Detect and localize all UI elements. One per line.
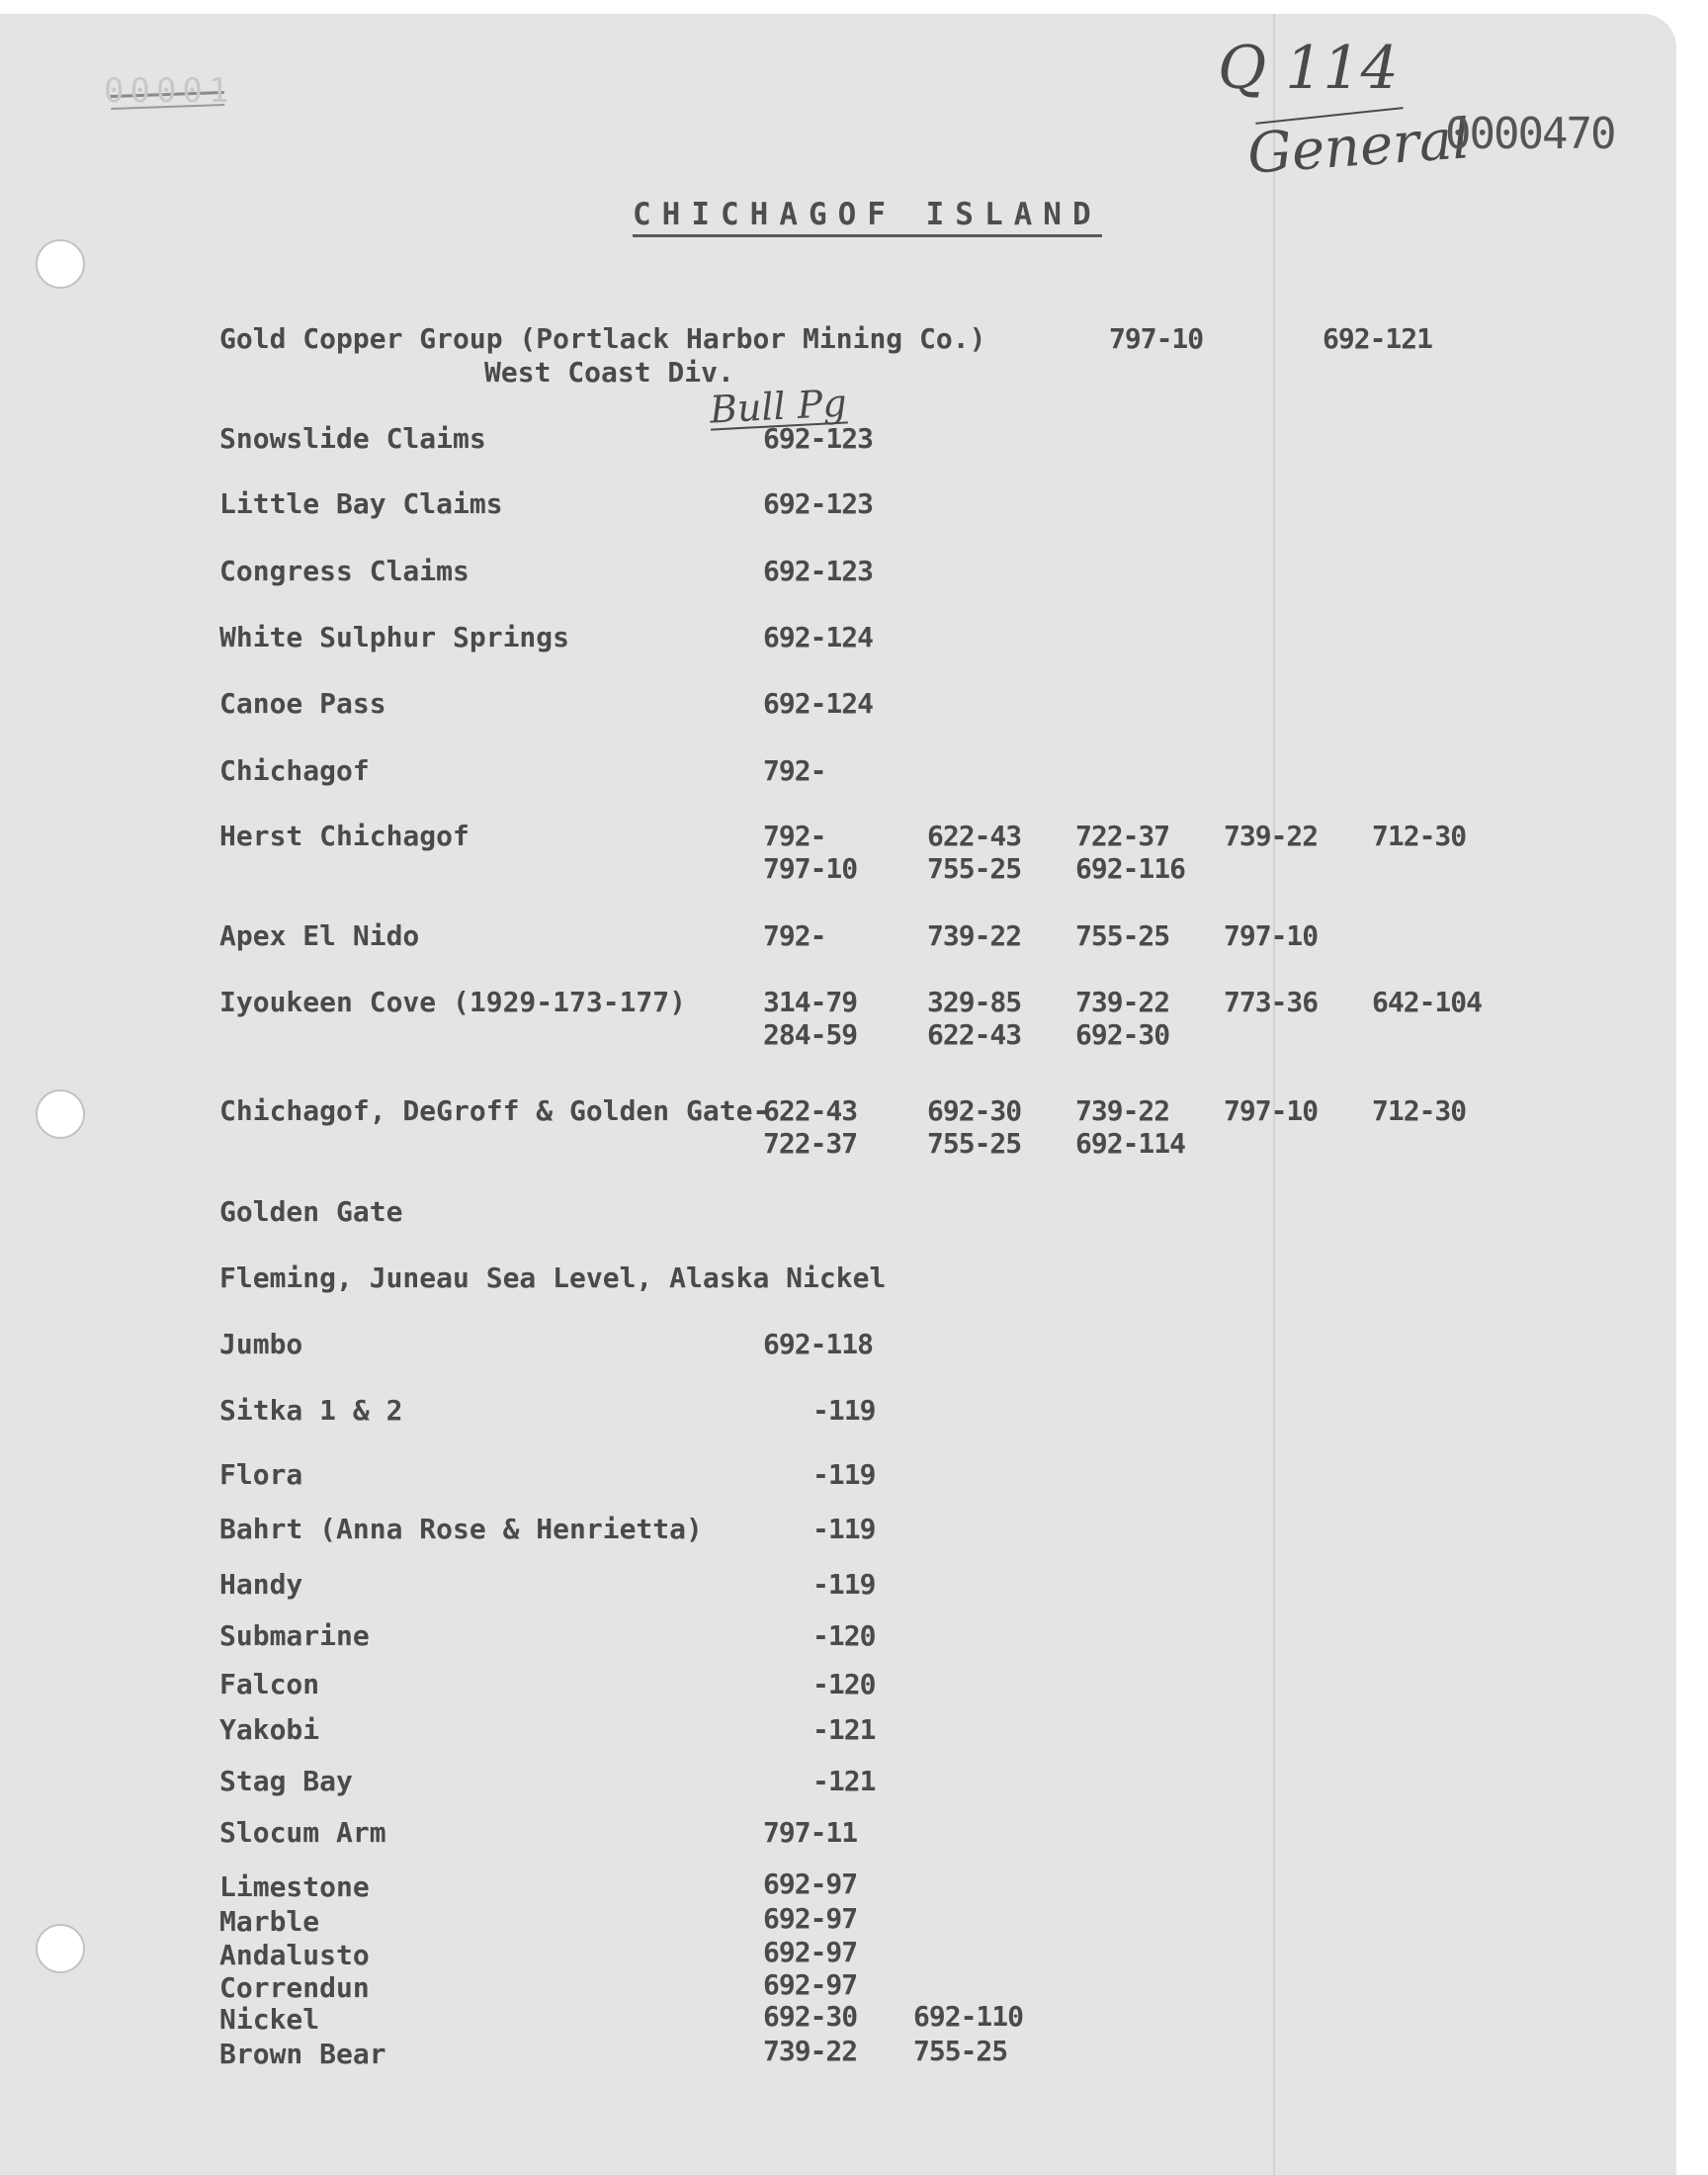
entry-ref: 314-79 <box>763 986 858 1018</box>
entry-ref: 739-22 <box>763 2035 858 2067</box>
entry-name: Marble <box>219 1905 320 1938</box>
entry-name: Apex El Nido <box>219 919 420 952</box>
entry-ref: -120 <box>812 1619 876 1652</box>
document-page <box>0 14 1676 2175</box>
entry-ref: 755-25 <box>913 2035 1008 2067</box>
entry-ref: 739-22 <box>1224 820 1319 852</box>
entry-name: Fleming, Juneau Sea Level, Alaska Nickel <box>219 1262 887 1294</box>
entry-ref: 692-97 <box>763 1868 858 1900</box>
entry-ref: -119 <box>812 1568 876 1601</box>
entry-ref: 692-30 <box>763 2000 858 2033</box>
entry-ref: 722-37 <box>763 1127 858 1160</box>
entry-ref: 284-59 <box>763 1018 858 1051</box>
entry-ref: 692-116 <box>1075 852 1186 885</box>
entry-ref: -119 <box>812 1394 876 1427</box>
entry-name: Snowslide Claims <box>219 422 486 455</box>
entry-ref: 642-104 <box>1372 986 1483 1018</box>
entry-ref: 712-30 <box>1372 1094 1467 1127</box>
entry-ref: -121 <box>812 1713 876 1746</box>
entry-name: Herst Chichagof <box>219 820 470 852</box>
entry-ref: -121 <box>812 1765 876 1797</box>
entry-ref: 797-10 <box>763 852 858 885</box>
page-title: CHICHAGOF ISLAND <box>633 197 1102 237</box>
entry-ref: 329-85 <box>927 986 1022 1018</box>
entry-name: Slocum Arm <box>219 1816 386 1849</box>
entry-name: Jumbo <box>219 1328 303 1360</box>
entry-ref: 797-10 <box>1109 322 1204 355</box>
entry-name: Submarine <box>219 1619 370 1652</box>
entry-name: Handy <box>219 1568 303 1601</box>
entry-name: Nickel <box>219 2003 320 2036</box>
entry-ref: 622-43 <box>927 1018 1022 1051</box>
entry-name: Canoe Pass <box>219 687 386 720</box>
entry-ref: 755-25 <box>927 852 1022 885</box>
punch-hole <box>36 239 85 289</box>
handwritten-bull-pg: Bull Pg <box>708 381 848 432</box>
entry-name: Flora <box>219 1458 303 1491</box>
stamp-number: 00001 <box>104 71 235 111</box>
entry-ref: 692-124 <box>763 621 874 653</box>
entry-name: Gold Copper Group (Portlack Harbor Mining Co.) <box>219 322 986 355</box>
entry-name: Stag Bay <box>219 1765 353 1797</box>
entry-ref: 692-118 <box>763 1328 874 1360</box>
entry-ref: 622-43 <box>927 820 1022 852</box>
entry-subtitle: West Coast Div. <box>484 356 734 389</box>
entry-ref: 692-123 <box>763 422 874 455</box>
entry-ref: -119 <box>812 1458 876 1491</box>
entry-name: Sitka 1 & 2 <box>219 1394 403 1427</box>
entry-ref: 692-30 <box>927 1094 1022 1127</box>
entry-ref: 692-124 <box>763 687 874 720</box>
entry-ref: 773-36 <box>1224 986 1319 1018</box>
entry-ref: 797-11 <box>763 1816 858 1849</box>
file-number: 0000470 <box>1445 109 1615 159</box>
entry-ref: 739-22 <box>927 919 1022 952</box>
entry-name: Falcon <box>219 1668 320 1700</box>
handwritten-general: General <box>1245 107 1473 187</box>
entry-ref: 692-123 <box>763 487 874 520</box>
entry-name: White Sulphur Springs <box>219 621 570 653</box>
entry-ref: 739-22 <box>1075 1094 1170 1127</box>
entry-ref: 712-30 <box>1372 820 1467 852</box>
entry-ref: 692-30 <box>1075 1018 1170 1051</box>
entry-ref: 692-97 <box>763 1902 858 1935</box>
entry-name: Golden Gate <box>219 1195 403 1228</box>
entry-name: Andalusto <box>219 1939 370 1971</box>
entry-ref: 797-10 <box>1224 919 1319 952</box>
punch-hole <box>36 1089 85 1139</box>
entry-name: Congress Claims <box>219 555 470 587</box>
entry-ref: 622-43 <box>763 1094 858 1127</box>
entry-ref: 792- <box>763 754 826 787</box>
entry-name: Limestone <box>219 1870 370 1903</box>
entry-ref: 692-123 <box>763 555 874 587</box>
entry-name: Little Bay Claims <box>219 487 503 520</box>
entry-ref: 755-25 <box>1075 919 1170 952</box>
entry-ref: 692-97 <box>763 1936 858 1968</box>
entry-name: Correndun <box>219 1971 370 2004</box>
entry-ref: -120 <box>812 1668 876 1700</box>
entry-name: Bahrt (Anna Rose & Henrietta) <box>219 1513 703 1545</box>
entry-ref: 755-25 <box>927 1127 1022 1160</box>
entry-name: Yakobi <box>219 1713 320 1746</box>
entry-name: Iyoukeen Cove (1929-173-177) <box>219 986 687 1018</box>
entry-ref: 692-121 <box>1323 322 1433 355</box>
entry-ref: 692-110 <box>913 2000 1024 2033</box>
entry-name: Chichagof, DeGroff & Golden Gate- <box>219 1094 770 1127</box>
entry-ref: 692-97 <box>763 1968 858 2001</box>
punch-hole <box>36 1924 85 1973</box>
handwritten-q-number: Q 114 <box>1218 34 1399 103</box>
entry-ref: 797-10 <box>1224 1094 1319 1127</box>
entry-ref: 792- <box>763 919 826 952</box>
entry-ref: -119 <box>812 1513 876 1545</box>
entry-ref: 692-114 <box>1075 1127 1186 1160</box>
entry-name: Brown Bear <box>219 2038 386 2070</box>
entry-name: Chichagof <box>219 754 370 787</box>
entry-ref: 792- <box>763 820 826 852</box>
entry-ref: 739-22 <box>1075 986 1170 1018</box>
entry-ref: 722-37 <box>1075 820 1170 852</box>
